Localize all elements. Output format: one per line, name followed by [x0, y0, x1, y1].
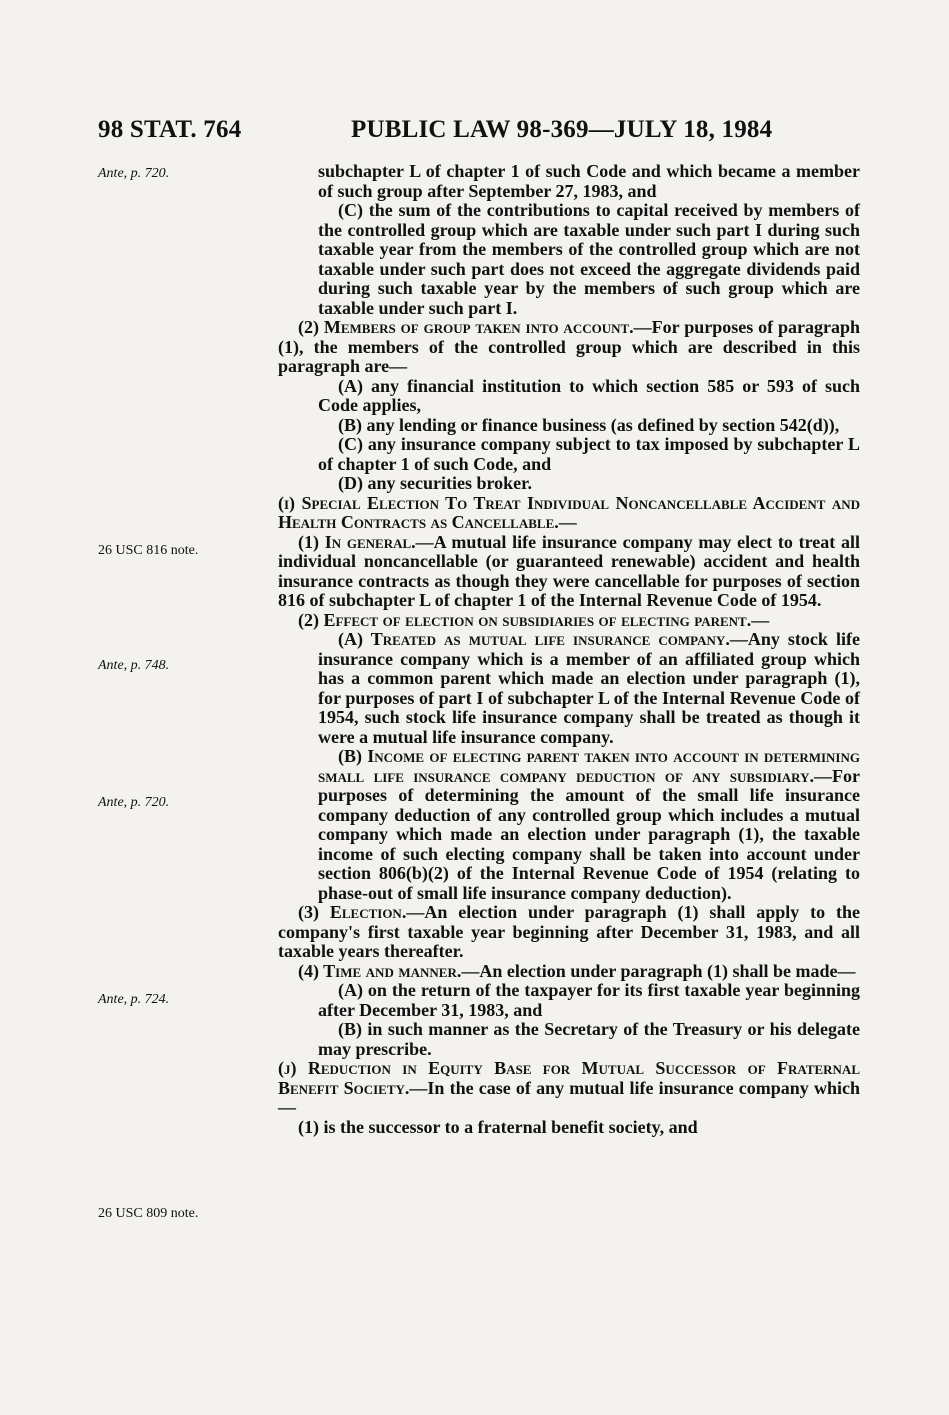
paragraph: (1) In general.—A mutual life insurance company may elect to treat all individual noncancellable (or guaranteed renewable) accident and health insurance contracts as though they were cancellable for purposes of section 816 of subchapter L of chapter 1 of the Internal Revenue Code of 1954. — [278, 531, 861, 610]
paragraph: (A) on the return of the taxpayer for its first taxable year beginning after December 31, 1983, and — [318, 980, 860, 1020]
margin-note: 26 USC 816 note. — [98, 543, 199, 558]
page-number: 98 STAT. 764 — [98, 116, 242, 143]
paragraph: (3) Election.—An election under paragraph (1) shall apply to the company's first taxable year beginning after December 31, 1983, and all taxable years thereafter. — [278, 902, 860, 961]
paragraph: (2) Effect of election on subsidiaries of electing parent.— — [298, 609, 770, 630]
paragraph: (2) Members of group taken into account.—For purposes of paragraph (1), the members of the controlled group which are described in this paragraph are— — [278, 317, 861, 376]
paragraph: (4) Time and manner.—An election under paragraph (1) shall be made— — [298, 960, 856, 981]
paragraph: (D) any securities broker. — [338, 473, 532, 493]
paragraph: (B) in such manner as the Secretary of the Treasury or his delegate may prescribe. — [318, 1019, 860, 1059]
paragraph: (C) any insurance company subject to tax imposed by subchapter L of chapter 1 of such Code, and — [318, 434, 860, 474]
page-title: PUBLIC LAW 98-369—JULY 18, 1984 — [351, 116, 773, 143]
statute-body — [278, 162, 860, 1137]
paragraph: (B) Income of electing parent taken into account in determining small life insurance company deduction of any subsidiary.—For purposes of determining the amount of the small life insurance company deduction of any controlled group which includes a mutual company which made an election under paragraph (1), the taxable income of such electing company shall be taken into account under section 806(b)(2) of the Internal Revenue Code of 1954 (relating to phase-out of small life insurance company deduction). — [318, 746, 860, 903]
paragraph: (A) Treated as mutual life insurance company.—Any stock life insurance company which is a member of an affiliated group which has a common parent which made an election under paragraph (1), for purposes of part I of subchapter L of the Internal Revenue Code of 1954, such stock life insurance company shall be treated as though it were a mutual life insurance company. — [318, 629, 860, 747]
paragraph: (B) any lending or finance business (as defined by section 542(d)), — [338, 414, 840, 435]
margin-note: Ante, p. 720. — [98, 166, 170, 181]
margin-note: Ante, p. 748. — [98, 658, 170, 673]
margin-note: Ante, p. 720. — [98, 795, 170, 810]
paragraph: (A) any financial institution to which section 585 or 593 of such Code applies, — [318, 375, 860, 415]
paragraph: subchapter L of chapter 1 of such Code and which became a member of such group after September 27, 1983, and — [318, 161, 860, 201]
margin-note: Ante, p. 724. — [98, 992, 170, 1007]
paragraph: (C) the sum of the contributions to capital received by members of the controlled group which are taxable under such part I during such taxable year from the members of the controlled group which are not taxable under such part does not exceed the aggregate dividends paid during such taxable year by the members of such group which are taxable under such part I. — [318, 200, 860, 318]
subsection-heading: (j) Reduction in Equity Base for Mutual Successor of Fraternal Benefit Society.—In the case of any mutual life insurance company which— — [278, 1058, 860, 1117]
paragraph: (1) is the successor to a fraternal benefit society, and — [298, 1116, 698, 1137]
subsection-heading: (i) Special Election To Treat Individual Noncancellable Accident and Health Contracts as Cancellable.— — [278, 492, 860, 532]
margin-note: 26 USC 809 note. — [98, 1206, 199, 1221]
